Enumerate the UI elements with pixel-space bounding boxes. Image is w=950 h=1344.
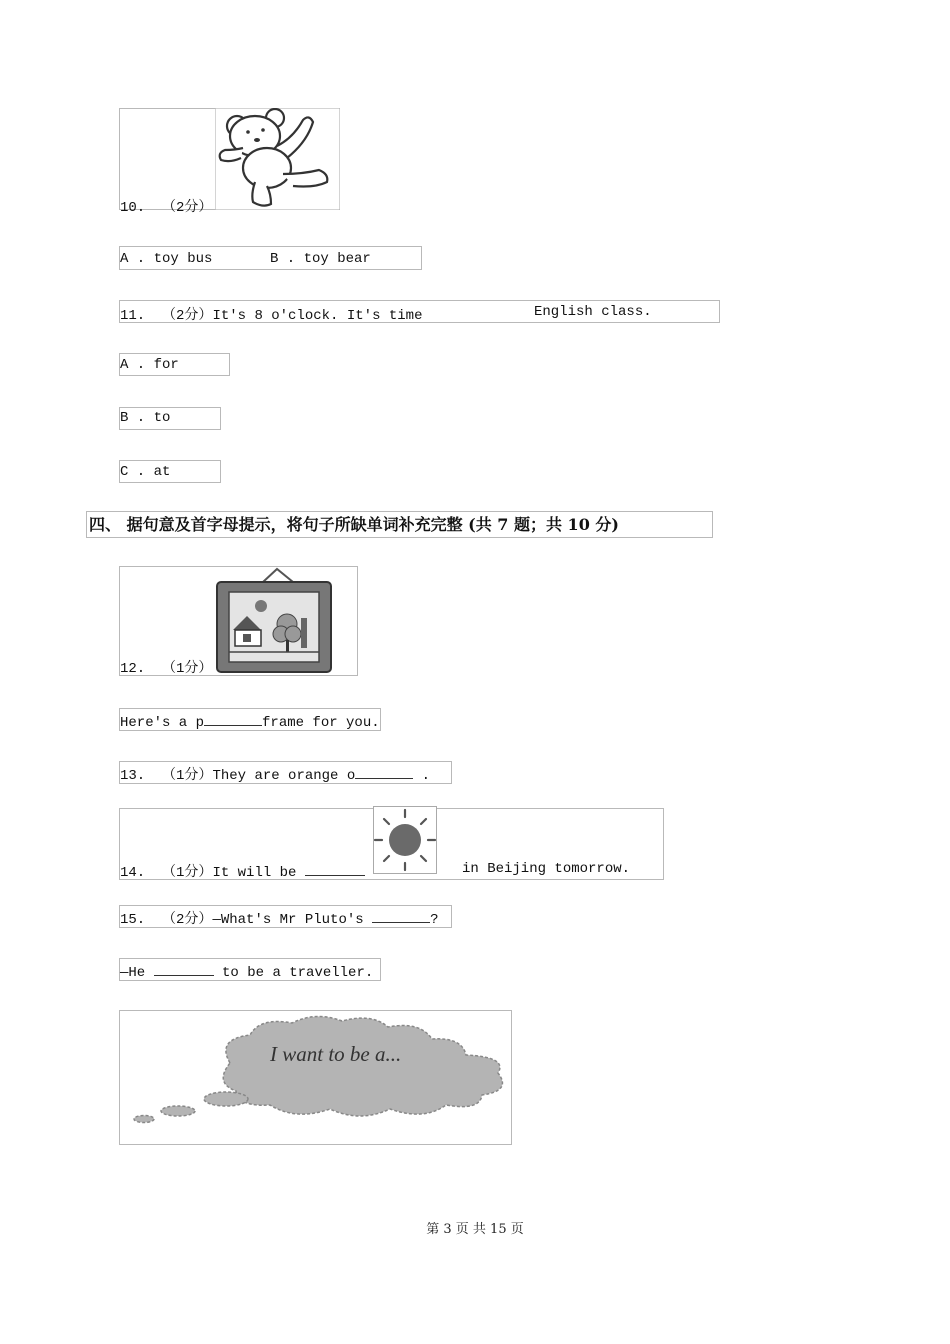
q15-line2-before: —He xyxy=(120,965,146,981)
q10-label xyxy=(120,196,212,216)
q11-option-c-text: at xyxy=(153,464,171,480)
q15-score: （2分） xyxy=(162,912,213,928)
q15-number: 15. xyxy=(120,912,146,928)
q12-sentence xyxy=(120,711,380,731)
thought-cloud-image xyxy=(119,1010,512,1145)
teddy-bear-icon xyxy=(215,108,340,210)
q10-option-b-label: B . xyxy=(270,251,296,267)
q13-answer-blank[interactable] xyxy=(355,764,413,779)
q11-option-b[interactable] xyxy=(120,410,170,426)
q11-option-b-label: B . xyxy=(120,410,146,426)
q14-number: 14. xyxy=(120,865,146,881)
q12-sentence-before: Here's a p xyxy=(120,715,205,731)
q11-option-a[interactable] xyxy=(120,357,179,373)
q11-text-before: It's 8 o'clock. It's time xyxy=(212,308,423,324)
q15-answer-blank-1[interactable] xyxy=(372,908,430,923)
q15-line2 xyxy=(120,961,373,981)
page-footer: 第 3 页 共 15 页 xyxy=(426,1222,524,1237)
cloud-text: I want to be a... xyxy=(270,1042,402,1066)
q10-score: （2分） xyxy=(162,200,213,216)
q14-text-before: It will be xyxy=(212,865,297,881)
thought-cloud-icon xyxy=(120,1011,511,1144)
q15-line2-after: to be a traveller. xyxy=(222,965,374,981)
q15-line1-after: ? xyxy=(430,912,439,928)
q12-label xyxy=(120,657,212,677)
q11-number: 11. xyxy=(120,308,146,324)
q11-option-b-text: to xyxy=(153,410,171,426)
sun-image xyxy=(373,806,437,874)
q14-text-after: in Beijing tomorrow. xyxy=(462,861,631,877)
q12-answer-blank[interactable] xyxy=(204,711,262,726)
q14-stem xyxy=(120,861,365,881)
q13-score: （1分） xyxy=(162,768,213,784)
q11-score: （2分） xyxy=(162,308,213,324)
q10-number: 10. xyxy=(120,200,146,216)
q11-stem xyxy=(120,304,422,324)
q14-score: （1分） xyxy=(162,865,213,881)
q13-sentence-after: . xyxy=(413,768,431,784)
section-4-heading: 四、 据句意及首字母提示，将句子所缺单词补充完整 (共 7 题；共 10 分) xyxy=(86,511,713,538)
q11-option-c[interactable] xyxy=(120,464,170,480)
q12-sentence-after: frame for you. xyxy=(262,715,380,731)
q10-option-a[interactable] xyxy=(120,251,212,267)
q11-text-after: English class. xyxy=(534,304,652,320)
q13-number: 13. xyxy=(120,768,146,784)
picture-frame-image xyxy=(215,566,333,676)
q15-line1-before: —What's Mr Pluto's xyxy=(212,912,364,928)
q12-score: （1分） xyxy=(162,661,213,677)
q12-number: 12. xyxy=(120,661,146,677)
q13-sentence-before: They are orange o xyxy=(212,768,356,784)
q10-option-b[interactable] xyxy=(270,251,371,267)
sun-icon xyxy=(373,806,437,874)
q10-option-a-text: toy bus xyxy=(153,251,213,267)
q15-line1 xyxy=(120,908,438,928)
q15-answer-blank-2[interactable] xyxy=(154,961,214,976)
q10-option-b-text: toy bear xyxy=(303,251,371,267)
q13-stem xyxy=(120,764,430,784)
q11-option-c-label: C . xyxy=(120,464,146,480)
q11-option-a-label: A . xyxy=(120,357,146,373)
q10-option-a-label: A . xyxy=(120,251,146,267)
picture-frame-icon xyxy=(215,566,333,676)
teddy-bear-image xyxy=(215,108,340,210)
q14-answer-blank[interactable] xyxy=(305,861,365,876)
q11-option-a-text: for xyxy=(153,357,179,373)
